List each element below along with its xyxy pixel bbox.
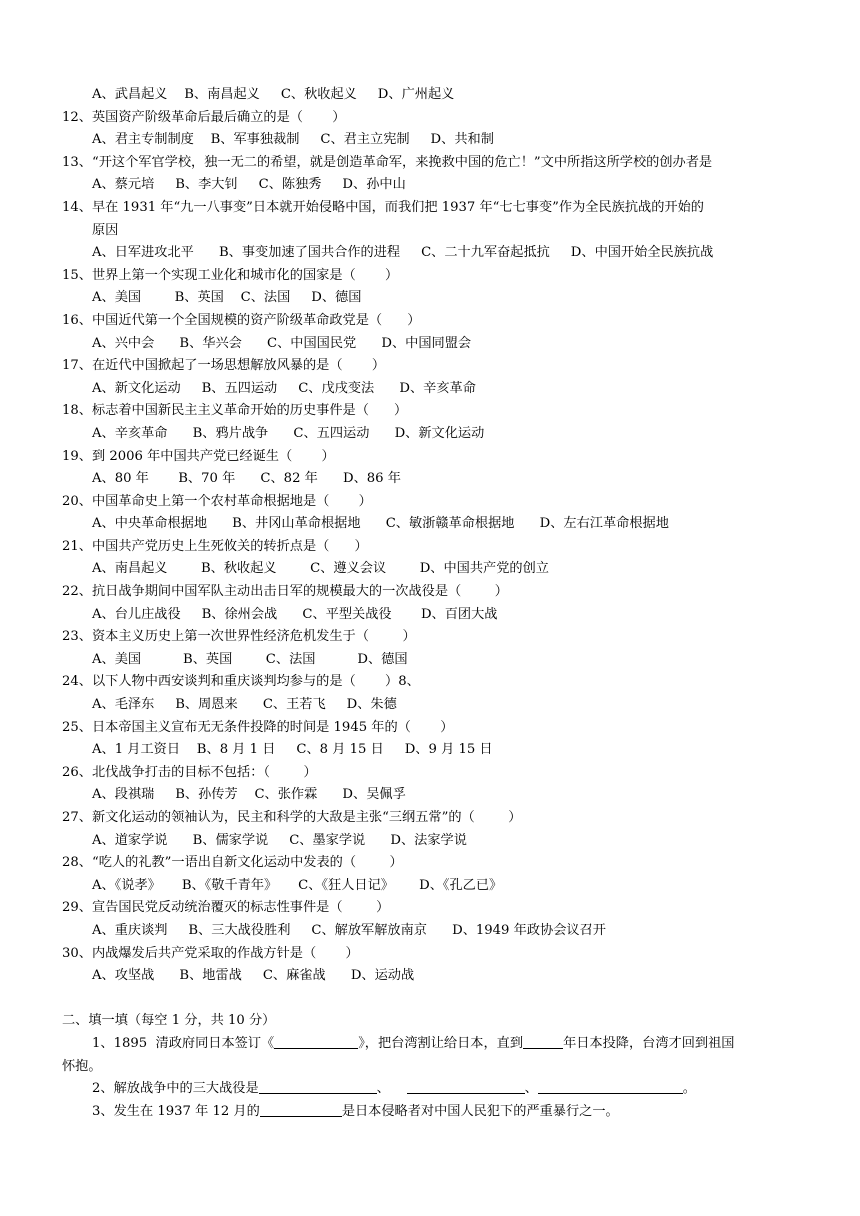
question-stem: 28、“吃人的礼教”一语出自新文化运动中发表的（ ）: [62, 855, 403, 871]
question-stem: 30、内战爆发后共产党采取的作战方针是（ ）: [62, 945, 359, 961]
blank-field[interactable]: [274, 1034, 358, 1049]
question-options: A、日军进攻北平 B、事变加速了国共合作的进程 C、二十九军奋起抵抗 D、中国开始全民族抗战: [92, 245, 714, 261]
question-options: A、台儿庄战役 B、徐州会战 C、平型关战役 D、百团大战: [92, 606, 498, 622]
question-options: A、1 月工资日 B、8 月 1 日 C、8 月 15 日 D、9 月 15 日: [92, 742, 493, 758]
question-stem-continuation: 原因: [92, 222, 119, 238]
blank-field[interactable]: [523, 1034, 563, 1049]
question-options: A、蔡元培 B、李大钊 C、陈独秀 D、孙中山: [92, 177, 406, 193]
fill-item-1-continuation: 怀抱。: [62, 1058, 102, 1074]
question-options: A、君主专制制度 B、军事独裁制 C、君主立宪制 D、共和制: [92, 132, 494, 148]
exam-page: [0, 84, 860, 1123]
fill-text: 、: [376, 1081, 407, 1097]
question-stem: 27、新文化运动的领袖认为，民主和科学的大敌是主张“三纲五常”的（ ）: [62, 810, 522, 825]
blank-field[interactable]: [260, 1102, 342, 1117]
blank-field[interactable]: [538, 1079, 683, 1094]
fill-item-3: [0, 1101, 860, 1124]
question-stem: 18、标志着中国新民主主义革命开始的历史事件是（ ）: [62, 403, 408, 419]
question-options: A、中央革命根据地 B、井冈山革命根据地 C、敏浙赣革命根据地 D、左右江革命根据地: [92, 516, 669, 532]
question-stem: 26、北伐战争打击的目标不包括：（ ）: [62, 764, 317, 780]
blank-field[interactable]: [407, 1079, 525, 1094]
spacer: [0, 988, 860, 1011]
question-stem: 25、日本帝国主义宣布无无条件投降的时间是 1945 年的（ ）: [62, 719, 454, 735]
question-options: A、80 年 B、70 年 C、82 年 D、86 年: [92, 471, 401, 487]
question-options: A、《说孝》 B、《敬千青年》 C、《狂人日记》 D、《孔乙已》: [92, 877, 503, 893]
question-list: [0, 84, 860, 988]
question-stem: 20、中国革命史上第一个农村革命根据地是（ ）: [62, 493, 372, 509]
fill-text: 》，把台湾割让给日本，直到: [358, 1035, 524, 1051]
fill-text: 2、解放战争中的三大战役是: [92, 1081, 259, 1097]
question-stem: 29、宣告国民党反动统治覆灭的标志性事件是（ ）: [62, 900, 390, 916]
question-options: A、攻坚战 B、地雷战 C、麻雀战 D、运动战: [92, 968, 415, 984]
question-stem: 13、“开这个军官学校，独一无二的希望，就是创造革命军，来挽救中国的危亡！”文中所指这所学校的创办者是: [62, 154, 713, 170]
fill-text: 3、发生在 1937 年 12 月的: [92, 1103, 260, 1119]
question-stem: 17、在近代中国掀起了一场思想解放风暴的是（ ）: [62, 358, 386, 374]
question-options: A、辛亥革命 B、鸦片战争 C、五四运动 D、新文化运动: [92, 425, 485, 441]
question-stem: 12、英国资产阶级革命后最后确立的是（ ）: [62, 109, 346, 125]
question-options: A、美国 B、英国 C、法国 D、德国: [92, 651, 408, 667]
fill-text: 。: [682, 1081, 696, 1097]
question-options: A、重庆谈判 B、三大战役胜利 C、解放军解放南京 D、1949 年政协会议召开: [92, 922, 606, 938]
question-options: A、新文化运动 B、五四运动 C、戊戌变法 D、辛亥革命: [92, 380, 476, 396]
question-stem: 22、抗日战争期间中国军队主动出击日军的规模最大的一次战役是（ ）: [62, 584, 508, 600]
question-stem: 21、中国共产党历史上生死攸关的转折点是（ ）: [62, 538, 368, 554]
question-options: A、段祺瑞 B、孙传芳 C、张作霖 D、吴佩孚: [92, 787, 406, 803]
fill-item-1: [0, 1033, 860, 1056]
fill-text: 是日本侵略者对中国人民犯下的严重暴行之一。: [341, 1103, 619, 1119]
question-stem: 23、资本主义历史上第一次世界性经济危机发生于（ ）: [62, 629, 416, 645]
fill-item-2: [0, 1078, 860, 1101]
fill-text: 1、1895 清政府同日本签订《: [92, 1035, 275, 1051]
question-options: A、毛泽东 B、周恩来 C、王若飞 D、朱德: [92, 697, 397, 713]
question-options: A、南昌起义 B、秋收起义 C、遵义会议 D、中国共产党的创立: [92, 561, 549, 577]
question-stem: 14、早在 1931 年“九一八事变”日本就开始侵略中国，而我们把 1937 年“七七事变”作为全民族抗战的开始的: [62, 199, 704, 215]
question-options: A、兴中会 B、华兴会 C、中国国民党 D、中国同盟会: [92, 335, 472, 351]
question-options: A、美国 B、英国 C、法国 D、德国: [92, 290, 362, 306]
question-stem: 16、中国近代第一个全国规模的资产阶级革命政党是（ ）: [62, 312, 421, 328]
fill-text: 年日本投降，台湾才回到祖国: [563, 1035, 735, 1051]
section-title: 二、填一填（每空 1 分，共 10 分）: [62, 1013, 276, 1029]
question-options: A、武昌起义 B、南昌起义 C、秋收起义 D、广州起义: [92, 87, 455, 102]
fill-text: 、: [524, 1081, 538, 1097]
question-stem: 24、以下人物中西安谈判和重庆谈判均参与的是（ ）8、: [62, 674, 420, 690]
blank-field[interactable]: [259, 1079, 377, 1094]
question-options: A、道家学说 B、儒家学说 C、墨家学说 D、法家学说: [92, 832, 467, 848]
question-stem: 15、世界上第一个实现工业化和城市化的国家是（ ）: [62, 267, 399, 283]
question-stem: 19、到 2006 年中国共产党已经诞生（ ）: [62, 448, 335, 464]
